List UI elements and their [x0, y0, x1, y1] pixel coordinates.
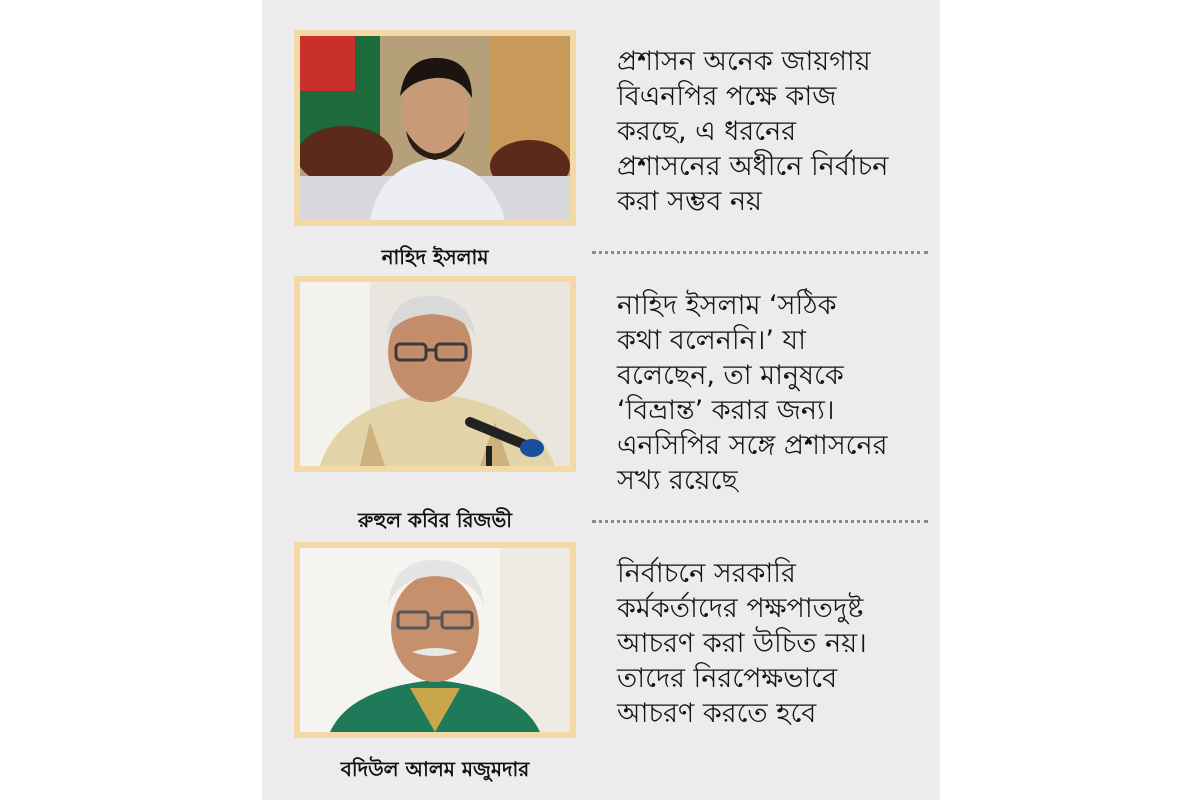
portrait-frame-nahid — [294, 30, 576, 226]
quote-panel — [262, 0, 940, 800]
dotted-divider — [592, 251, 928, 254]
quote-text: নাহিদ ইসলাম ‘সঠিক কথা বলেননি।’ যা বলেছেন, তা মানুষকে ‘বিভ্রান্ত’ করার জন্য। এনসিপির সঙ্গে প্রশাসনের সখ্য রয়েছে — [617, 290, 888, 496]
speaker-name: রুহুল কবির রিজভী — [357, 508, 513, 532]
quote-text: প্রশাসন অনেক জায়গায় বিএনপির পক্ষে কাজ করছে, এ ধরনের প্রশাসনের অধীনে নির্বাচন করা সম্ভব নয় — [617, 46, 889, 217]
portrait-badiul-alam-majumdar — [300, 548, 570, 732]
speaker-name: বদিউল আলম মজুমদার — [340, 757, 530, 781]
speaker-name: নাহিদ ইসলাম — [381, 245, 489, 269]
dotted-divider — [592, 520, 928, 523]
quote-text: নির্বাচনে সরকারি কর্মকর্তাদের পক্ষপাতদুষ্ট আচরণ করা উচিত নয়। তাদের নিরপেক্ষভাবে আচরণ করতে হবে — [617, 558, 867, 729]
portrait-ruhul-kabir-rizvi — [300, 282, 570, 466]
portrait-nahid-islam — [300, 36, 570, 220]
portrait-frame-rizvi — [294, 276, 576, 472]
portrait-frame-majumdar — [294, 542, 576, 738]
